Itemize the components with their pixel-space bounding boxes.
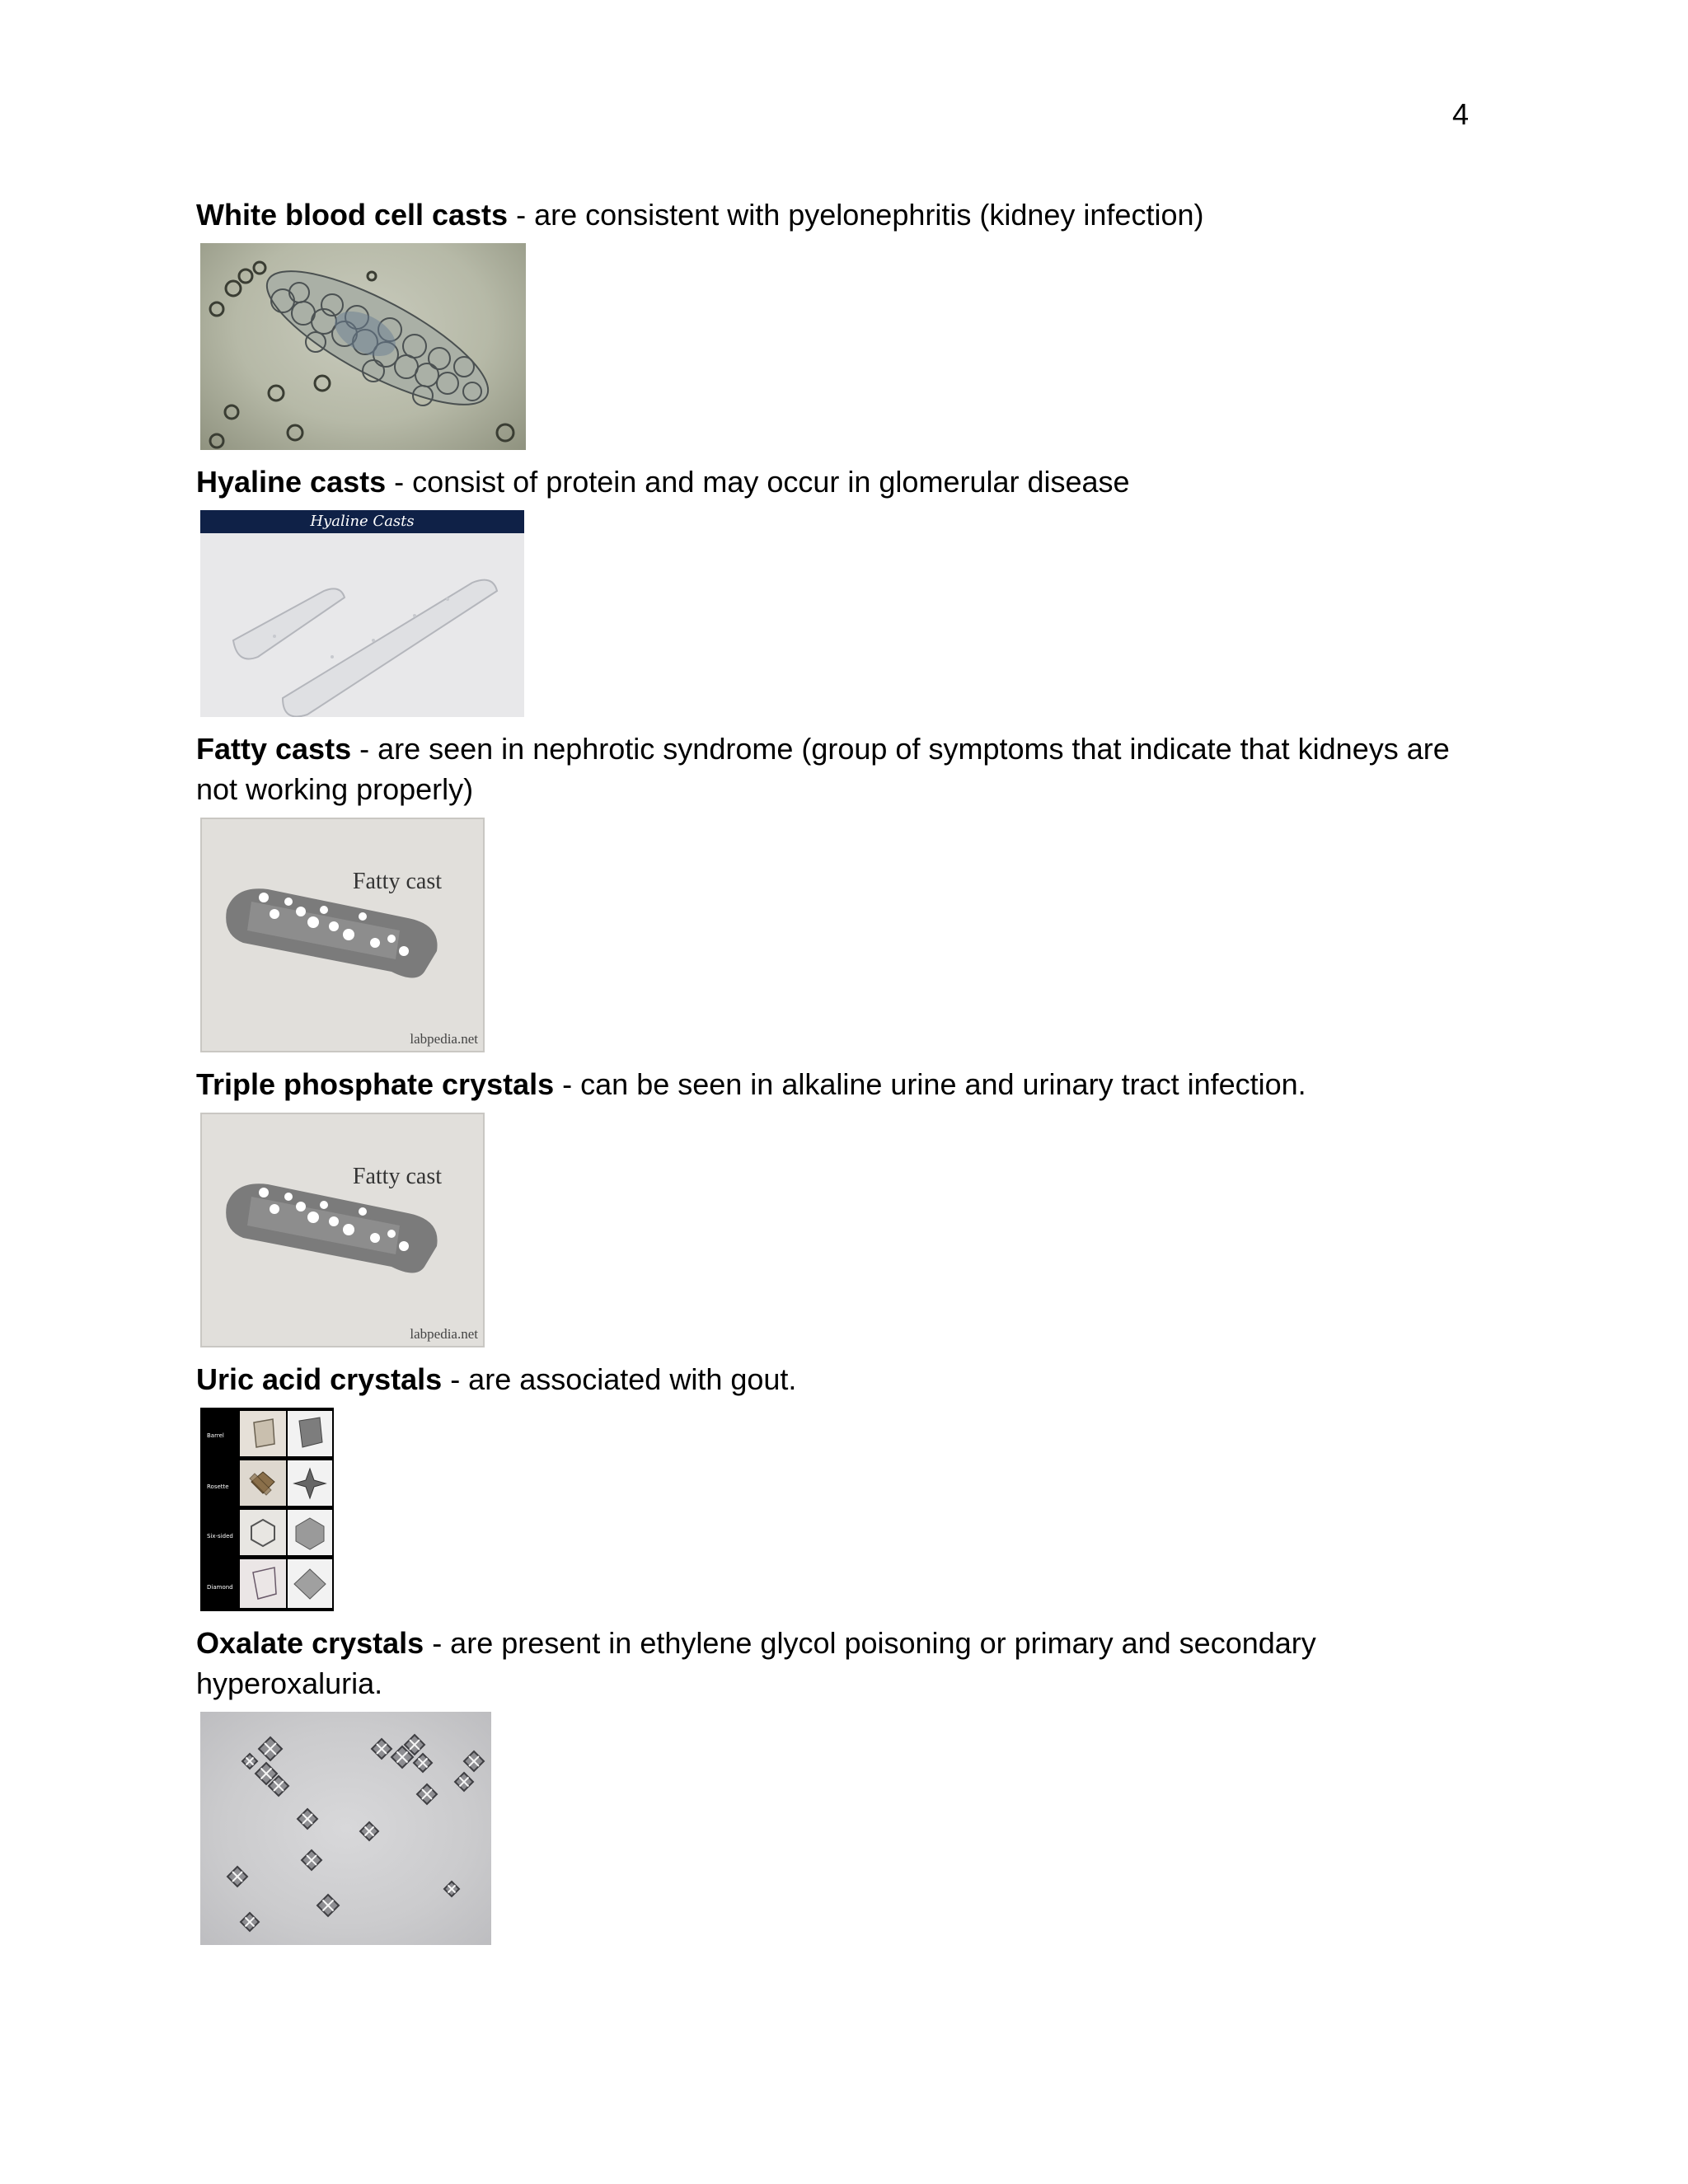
- entry-term: White blood cell casts: [196, 198, 509, 232]
- oxalate-crystal: [417, 1784, 437, 1804]
- fatty-cast-image: [200, 818, 485, 1052]
- entry-description: - are present in ethylene glycol poisoning or primary and secondary hyperoxaluria.: [196, 1626, 1316, 1700]
- oxalate-crystal: [298, 1809, 317, 1829]
- row-label-barrel: Barrel: [207, 1432, 224, 1439]
- oxalate-crystal: [455, 1773, 473, 1791]
- image-source-credit: labpedia.net: [410, 1326, 478, 1342]
- oxalate-crystal: [259, 1737, 282, 1760]
- oxalate-crystal: [414, 1754, 432, 1772]
- image-label: Fatty cast: [352, 869, 442, 894]
- document-body: [196, 194, 1490, 1945]
- entry-uric-acid: [196, 1359, 1490, 1399]
- page-number: 4: [1452, 97, 1470, 131]
- hyaline-cast-slide: [200, 510, 524, 717]
- entry-description: - are consistent with pyelonephritis (kidney infection): [508, 198, 1204, 232]
- oxalate-crystal: [227, 1867, 247, 1886]
- oxalate-crystal: [360, 1822, 378, 1840]
- row-label-six-sided: Six-sided: [207, 1533, 233, 1540]
- oxalate-crystal: [444, 1882, 459, 1896]
- entry-oxalate: [196, 1623, 1490, 1704]
- row-label-rosette: Rosette: [207, 1483, 229, 1490]
- entry-triple-phosphate: [196, 1064, 1490, 1104]
- row-label-diamond: Diamond: [207, 1584, 233, 1591]
- image-label: Fatty cast: [352, 1164, 442, 1189]
- entry-description: - are associated with gout.: [442, 1362, 797, 1396]
- entry-term: Uric acid crystals: [196, 1362, 443, 1396]
- entry-fatty-casts: [196, 729, 1490, 809]
- image-source-credit: labpedia.net: [410, 1031, 478, 1047]
- uric-acid-crystal-table: [200, 1408, 334, 1611]
- entry-term: Oxalate crystals: [196, 1626, 424, 1660]
- entry-hyaline-casts: [196, 462, 1490, 502]
- slide-banner: Hyaline Casts: [200, 510, 524, 533]
- entry-wbc-casts: [196, 194, 1490, 235]
- entry-description: - consist of protein and may occur in glomerular disease: [386, 465, 1130, 499]
- oxalate-crystal: [302, 1850, 321, 1870]
- wbc-cast-micrograph: [200, 243, 526, 450]
- oxalate-crystal: [241, 1913, 259, 1931]
- oxalate-crystal: [464, 1751, 484, 1771]
- entry-description: - are seen in nephrotic syndrome (group of symptoms that indicate that kidneys are not working properly): [196, 732, 1450, 806]
- oxalate-crystal: [242, 1754, 257, 1769]
- entry-term: Hyaline casts: [196, 465, 387, 499]
- oxalate-crystal: [317, 1895, 339, 1916]
- entry-term: Fatty casts: [196, 732, 352, 766]
- oxalate-crystal-micrograph: [200, 1712, 491, 1945]
- oxalate-crystal: [372, 1739, 392, 1759]
- entry-term: Triple phosphate crystals: [196, 1067, 555, 1101]
- triple-phosphate-image: [200, 1113, 485, 1347]
- entry-description: - can be seen in alkaline urine and urinary tract infection.: [554, 1067, 1306, 1101]
